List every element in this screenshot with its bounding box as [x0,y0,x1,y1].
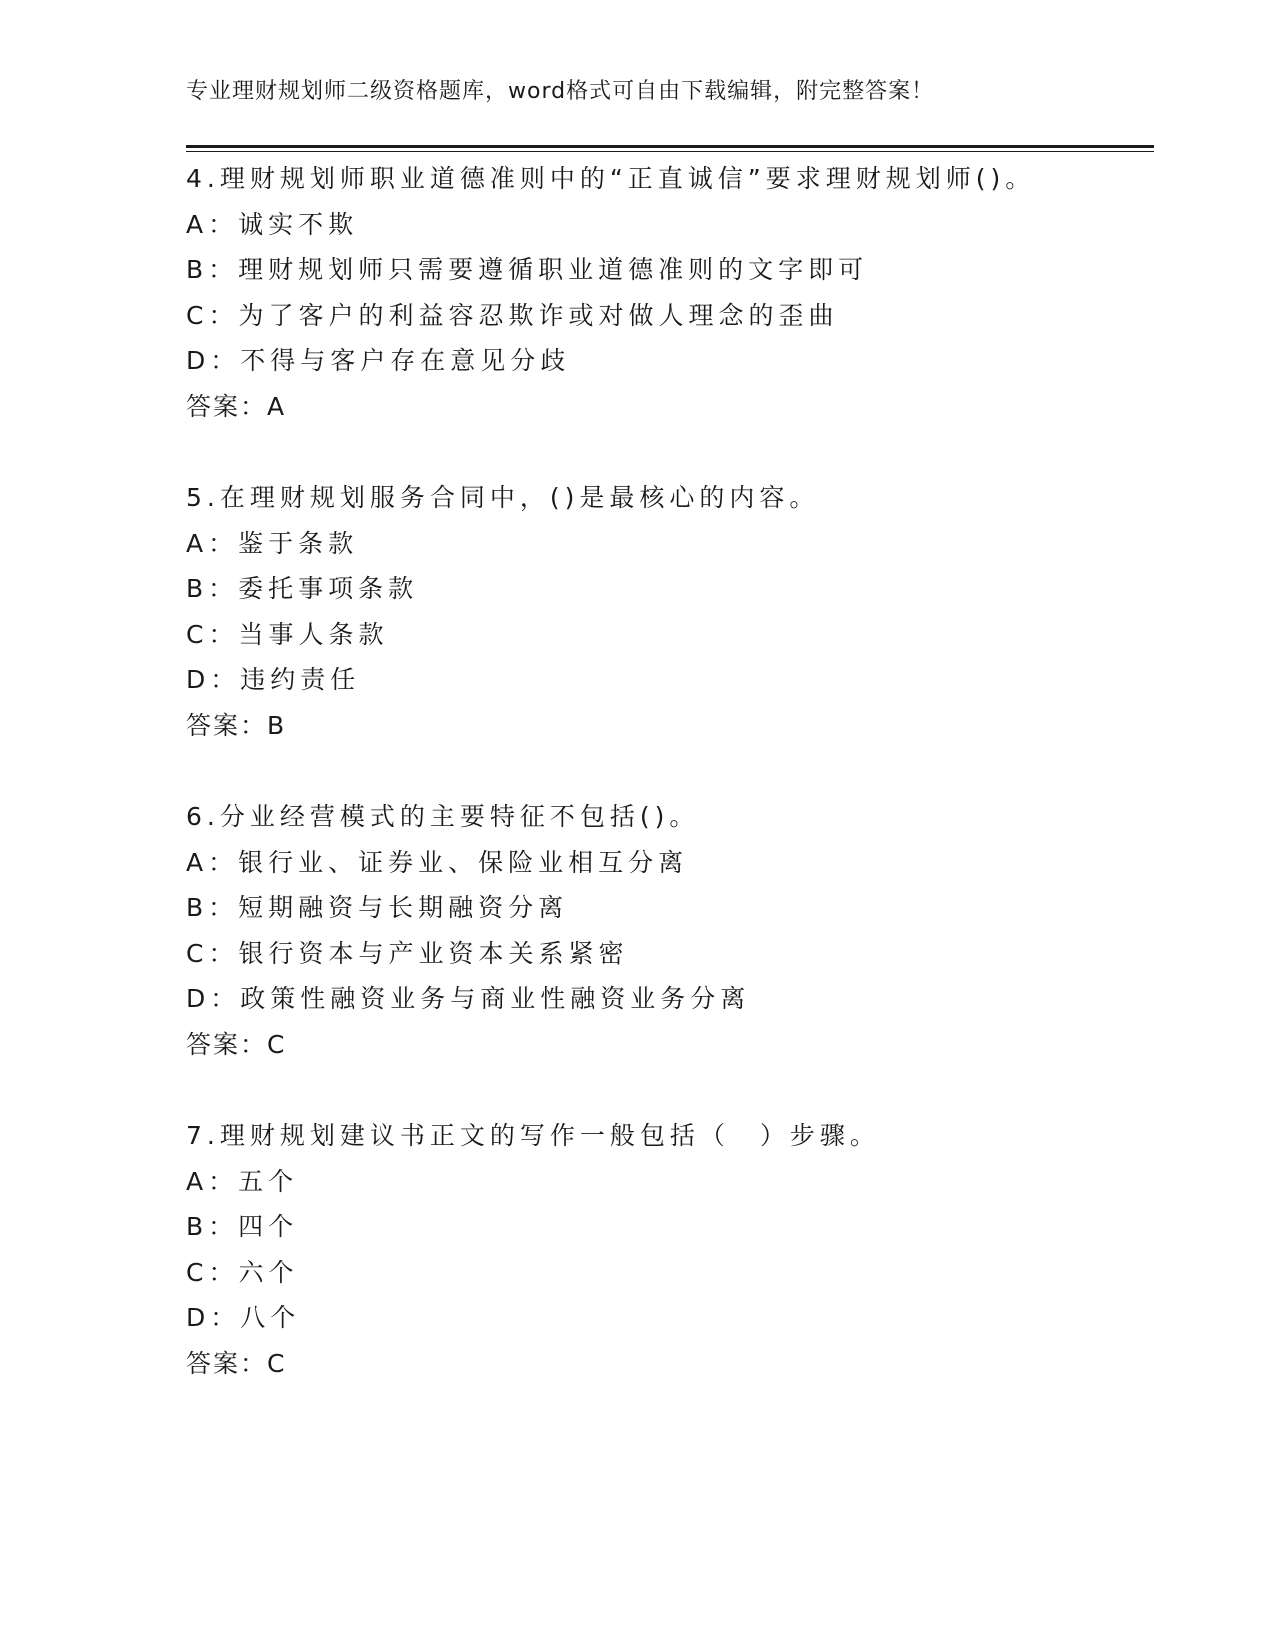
option-c: C：当事人条款 [186,619,389,649]
answer-line [186,703,1154,749]
option-b: B：四个 [186,1212,299,1241]
answer-line [186,384,1154,430]
header-rule-thin [186,151,1154,152]
answer-value: B [267,710,285,740]
option-c: C：为了客户的利益容忍欺诈或对做人理念的歪曲 [186,300,839,330]
answer-label: 答案： [186,1029,268,1059]
option-b: B：理财规划师只需要遵循职业道德准则的文字即可 [186,255,869,284]
option-a: A：鉴于条款 [186,528,359,558]
question-4 [186,156,1154,429]
option-d: D：政策性融资业务与商业性融资业务分离 [186,984,751,1013]
answer-line [186,1341,1154,1387]
question-5 [186,475,1154,748]
answer-label: 答案： [186,710,268,740]
question-stem: 4.理财规划师职业道德准则中的“正直诚信”要求理财规划师()。 [186,164,1036,193]
option-a: A：诚实不欺 [186,209,359,239]
header-rule-thick [186,145,1154,148]
option-a: A：五个 [186,1166,299,1196]
question-6 [186,794,1154,1067]
option-c: C：银行资本与产业资本关系紧密 [186,938,629,968]
option-d: D：八个 [186,1303,301,1332]
question-list [186,156,1154,1432]
option-a: A：银行业、证券业、保险业相互分离 [186,847,689,877]
option-d: D：违约责任 [186,665,361,694]
option-c: C：六个 [186,1257,299,1287]
question-stem: 5.在理财规划服务合同中，()是最核心的内容。 [186,483,820,512]
page-header: 专业理财规划师二级资格题库，word格式可自由下载编辑，附完整答案！ [186,79,935,104]
answer-value: C [267,1029,285,1059]
answer-value: C [267,1348,285,1378]
answer-label: 答案： [186,1348,268,1378]
option-b: B：短期融资与长期融资分离 [186,893,569,922]
option-b: B：委托事项条款 [186,574,419,603]
option-d: D：不得与客户存在意见分歧 [186,346,571,375]
answer-label: 答案： [186,391,268,421]
question-7 [186,1113,1154,1386]
answer-line [186,1022,1154,1068]
question-stem: 6.分业经营模式的主要特征不包括()。 [186,802,700,831]
answer-value: A [267,391,285,421]
question-stem: 7.理财规划建议书正文的写作一般包括（ ）步骤。 [186,1121,880,1150]
